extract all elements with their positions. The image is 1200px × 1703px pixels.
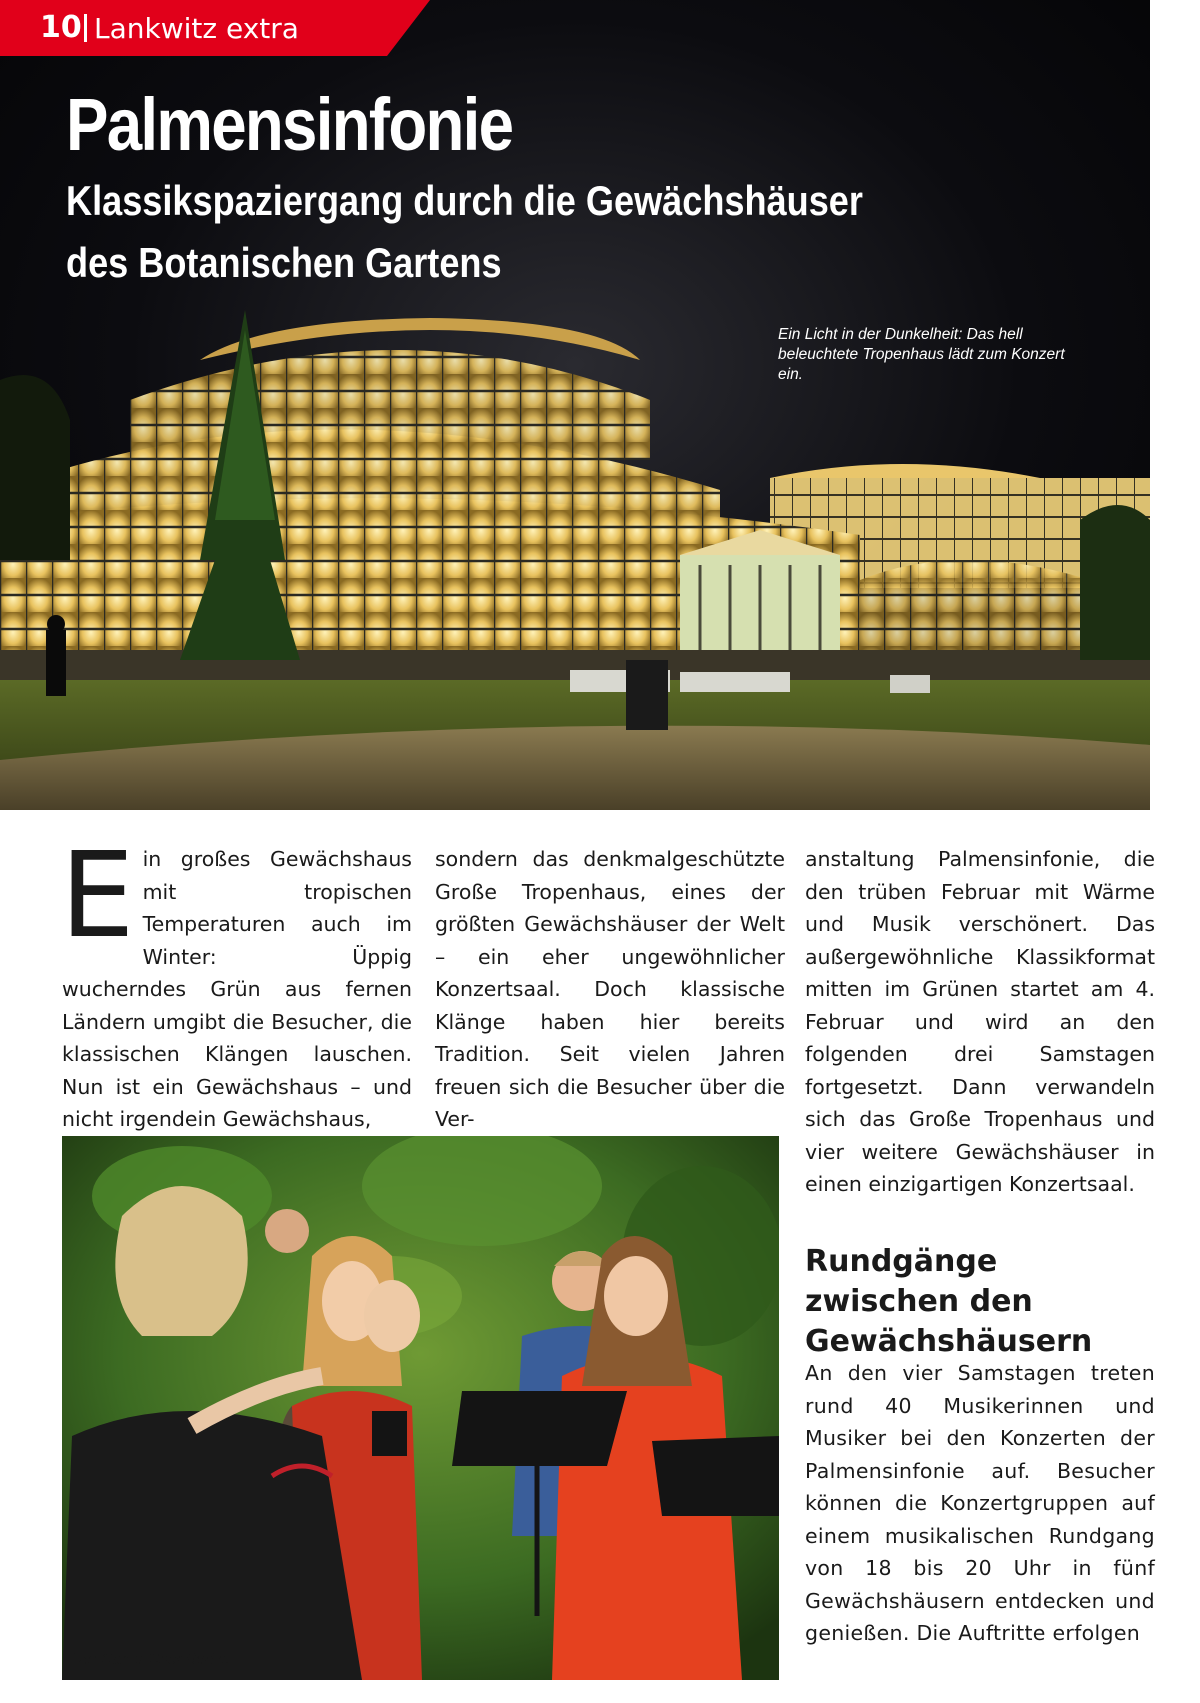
hero-caption: Ein Licht in der Dunkelheit: Das hell beleuchtete Tropenhaus lädt zum Konzert ein. (778, 326, 1065, 383)
article-title: Palmensinfonie (66, 83, 513, 166)
section-subheading: Rundgänge zwischen den Gewächshäusern (805, 1244, 1093, 1359)
hero-photo-tropenhaus (0, 0, 1150, 810)
choir-caption: Der Canto-Chor Berlin. (72, 1651, 230, 1668)
drop-cap: E (60, 826, 135, 964)
choir-illustration (62, 1136, 779, 1680)
body-column-3: anstaltung Palmensinfonie, die den trüben Februar mit Wärme und Musik verschönert. Das außergewöhnliche Klassikformat mitten im Grünen startet am 4. Februar und wird an den folgenden drei Samstagen fortgesetzt. Dann verwandeln sich das Große Tropenhaus und vier weitere Gewächshäuser in einen einzigartigen Konzertsaal. (805, 847, 1155, 1196)
section-name: Lankwitz extra (94, 12, 299, 45)
body-column-1 (60, 826, 412, 1136)
section-separator (84, 14, 87, 42)
body-text-1: in großes Gewächshaus mit tropischen Temperaturen auch im Winter: Üppig wucherndes Grün aus fernen Ländern umgibt die Besucher, die klassischen Klängen lauschen. Nun ist ein Gewächshaus – und nicht irgendein Gewächshaus, (62, 847, 412, 1131)
body-column-3-continued: An den vier Samstagen treten rund 40 Musikerinnen und Musiker bei den Konzerten der Palmensinfonie auf. Besucher können die Konzertgruppen auf einem musikalischen Rundgang von 18 bis 20 Uhr in fünf Gewächshäusern entdecken und genießen. Die Auftritte erfolgen (805, 1361, 1155, 1645)
article-subtitle: Klassikspaziergang durch die Gewächshäuser des Botanischen Gartens (66, 177, 863, 286)
page-number: 10 (40, 10, 82, 45)
body-column-2: sondern das denkmalgeschützte Große Tropenhaus, eines der größten Gewächshäuser der Welt – ein eher ungewöhnlicher Konzertsaal. Doch klassische Klänge haben hier bereits Tradition. Seit vielen Jahren freuen sich die Besucher über die Ver- (435, 847, 785, 1131)
choir-photo (62, 1136, 779, 1680)
